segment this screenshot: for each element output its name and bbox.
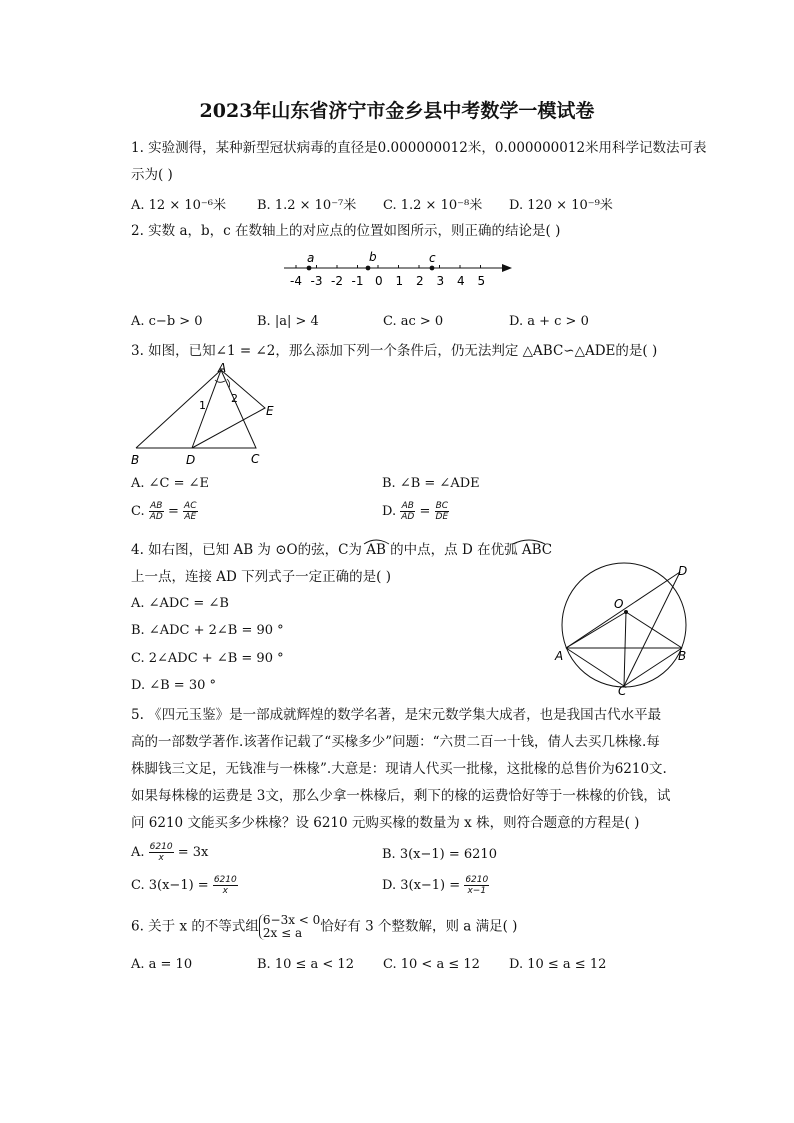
q3-option-c-frac1: $\frac{AB}{AD}$ [149, 501, 163, 522]
segment-oc [624, 612, 626, 686]
number-line-tick-label: 2 [416, 274, 424, 288]
q3-option-d-frac2: $\frac{BC}{DE}$ [435, 501, 449, 522]
q1-option-a: A. 12 × 10⁻⁶米 [131, 198, 226, 213]
q4-stem-line1: 4. 如右图，已知 AB 为 ⊙O的弦，C为 AB 的中点，点 D 在优弧 ABC [131, 542, 553, 558]
number-line-tick-label: 1 [395, 274, 404, 288]
label-B: B [678, 649, 687, 663]
label-C: C [618, 684, 627, 698]
q5-stem-line2: 高的一部数学著作.该著作记载了“买椽多少”问题：“六贯二百一十钱，倩人去买几株椽.每 [131, 734, 660, 750]
q6-option-c: C. 10 < a ≤ 12 [383, 957, 480, 972]
q5-option-c-prefix: C. 3(x−1) = [131, 878, 209, 893]
label-C: C [251, 452, 260, 466]
number-line-tick-label: -2 [331, 274, 343, 288]
label-angle-2: 2 [231, 392, 238, 405]
number-line-arrow [502, 264, 512, 272]
q6-inequality-system: 6−3x < 0 2x ≤ a [259, 914, 320, 940]
q3-option-c-frac2: $\frac{AC}{AE}$ [184, 501, 197, 522]
q6-stem-suffix: 恰好有 3 个整数解，则 a 满足( ) [320, 918, 518, 935]
label-E: E [266, 404, 274, 418]
q5-stem-line1: 5. 《四元玉鉴》是一部成就辉煌的数学名著，是宋元数学集大成者，也是我国古代水平最 [131, 707, 662, 723]
q4-stem-line2: 上一点，连接 AD 下列式子一定正确的是( ) [131, 569, 391, 585]
q5-option-a-frac: $\frac{6210}{x}$ [149, 842, 173, 863]
q3-option-b: B. ∠B = ∠ADE [382, 476, 480, 491]
q1-option-b: B. 1.2 × 10⁻⁷米 [257, 198, 357, 213]
label-B: B [131, 453, 140, 467]
label-A: A [218, 362, 227, 375]
q5-option-a [131, 842, 208, 863]
q6-option-a: A. a = 10 [131, 957, 193, 972]
q5-option-d [382, 875, 489, 896]
point-a-dot [307, 266, 312, 271]
triangle-figure [126, 362, 286, 468]
q1-stem-line1: 1. 实验测得，某种新型冠状病毒的直径是0.000000012米，0.000000012米用科学记数法可表 [131, 140, 707, 156]
point-c-label: c [429, 251, 436, 265]
point-c-dot [430, 266, 435, 271]
q5-option-c [131, 875, 238, 896]
q5-stem-line3: 株脚钱三文足，无钱准与一株椽”.大意是：现请人代买一批椽，这批椽的总售价为6210文. [131, 761, 667, 777]
q3-option-d: D. $\frac{AB}{AD}$ = $\frac{BC}{DE}$ [382, 501, 449, 522]
q3-option-d-prefix: D. [382, 504, 397, 519]
q1-stem-line2: 示为( ) [131, 167, 173, 183]
number-line-tick-label: 0 [375, 274, 383, 288]
q5-stem-line5: 问 6210 文能买多少株椽？设 6210 元购买椽的数量为 x 株，则符合题意的方程是( ) [131, 815, 640, 831]
q5-option-a-prefix: A. [131, 845, 145, 860]
number-line-tick-label: -3 [310, 274, 323, 288]
label-angle-1: 1 [199, 399, 206, 412]
number-line-tick-label: 3 [436, 274, 445, 288]
q6-stem-prefix: 6. 关于 x 的不等式组 [131, 918, 259, 935]
page-title: 2023年山东省济宁市金乡县中考数学一模试卷 [199, 100, 595, 122]
q5-option-c-frac: $\frac{6210}{x}$ [213, 875, 237, 896]
segment-ob [626, 612, 682, 648]
q4-option-d: D. ∠B = 30 ° [131, 678, 217, 693]
number-line-tick-label: -4 [290, 274, 302, 288]
label-O: O [614, 597, 624, 611]
q1-option-d: D. 120 × 10⁻⁹米 [509, 198, 613, 213]
q6-stem [131, 914, 517, 940]
q1-option-c: C. 1.2 × 10⁻⁸米 [383, 198, 483, 213]
arc-over-abc [511, 537, 547, 545]
q5-option-b: B. 3(x−1) = 6210 [382, 847, 497, 862]
center-o-dot [624, 610, 628, 614]
label-A: A [555, 649, 564, 663]
circle-figure [552, 560, 698, 698]
q2-option-a: A. c−b > 0 [131, 314, 203, 329]
q3-option-c: C. $\frac{AB}{AD}$ = $\frac{AC}{AE}$ [131, 501, 197, 522]
q3-stem: 3. 如图，已知∠1 = ∠2，那么添加下列一个条件后，仍无法判定 △ABC∽△ADE的是( ) [131, 343, 658, 359]
number-line-tick-label: 4 [457, 274, 465, 288]
q5-option-d-prefix: D. 3(x−1) = [382, 878, 461, 893]
point-a-label: a [307, 251, 315, 265]
q5-stem-line4: 如果每株椽的运费是 3文，那么少拿一株椽后，剩下的椽的运费恰好等于一株椽的价钱，试 [131, 788, 671, 804]
label-D: D [186, 453, 196, 467]
segment-cd [624, 572, 680, 686]
label-D: D [678, 564, 688, 578]
number-line-figure [280, 248, 520, 290]
point-b-dot [366, 266, 371, 271]
arc-over-ab [362, 537, 392, 545]
q2-option-d: D. a + c > 0 [509, 314, 589, 329]
number-line-tick-label: 5 [477, 274, 486, 288]
q4-option-b: B. ∠ADC + 2∠B = 90 ° [131, 623, 284, 638]
q2-option-c: C. ac > 0 [383, 314, 444, 329]
point-b-label: b [369, 250, 377, 264]
q2-option-b: B. |a| > 4 [257, 314, 319, 329]
q5-option-a-suffix: = 3x [177, 845, 209, 860]
q4-option-a: A. ∠ADC = ∠B [131, 596, 229, 611]
q3-option-a: A. ∠C = ∠E [131, 476, 210, 491]
q6-option-b: B. 10 ≤ a < 12 [257, 957, 354, 972]
q3-option-d-frac1: $\frac{AB}{AD}$ [401, 501, 415, 522]
q4-option-c: C. 2∠ADC + ∠B = 90 ° [131, 651, 284, 666]
number-line-tick-label: -1 [351, 274, 364, 288]
q5-option-d-frac: $\frac{6210}{x-1}$ [465, 875, 489, 896]
q3-option-c-prefix: C. [131, 504, 145, 519]
q2-stem: 2. 实数 a，b，c 在数轴上的对应点的位置如图所示，则正确的结论是( ) [131, 223, 561, 239]
q6-option-d: D. 10 ≤ a ≤ 12 [509, 957, 607, 972]
